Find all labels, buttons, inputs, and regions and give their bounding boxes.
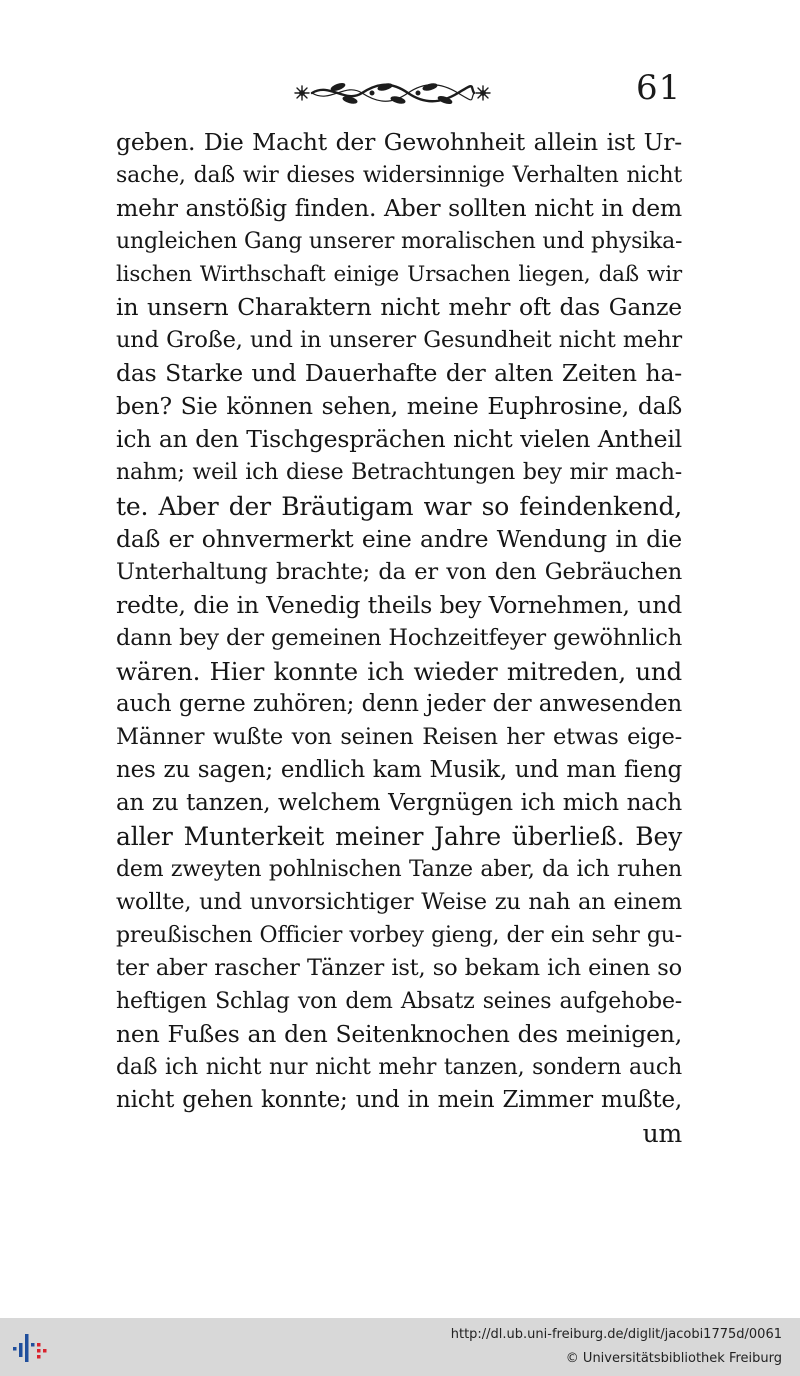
- text-line: dann bey der gemeinen Hochzeitfeyer gewöhnlich: [116, 624, 682, 651]
- text-line: in unsern Charaktern nicht mehr oft das Ganze: [116, 293, 682, 322]
- text-line: redte, die in Venedig theils bey Vornehmen, und: [116, 590, 682, 619]
- text-line: ter aber rascher Tänzer ist, so bekam ich einen so: [116, 955, 682, 982]
- footer-bar: [0, 1318, 800, 1376]
- text-line: mehr anstößig finden. Aber sollten nicht in dem: [116, 194, 682, 223]
- text-line: nahm; weil ich diese Betrachtungen bey mir mach-: [116, 460, 682, 486]
- page-number: 61: [636, 68, 682, 108]
- text-line: daß ich nicht nur nicht mehr tanzen, sondern auch: [116, 1055, 682, 1081]
- text-line: heftigen Schlag von dem Absatz seines aufgehobe-: [116, 989, 682, 1015]
- text-line: und Große, und in unserer Gesundheit nicht mehr: [116, 327, 682, 354]
- library-logo-icon: [12, 1328, 52, 1368]
- text-line: Unterhaltung brachte; da er von den Gebräuchen: [116, 558, 682, 585]
- text-line: wollte, und unvorsichtiger Weise zu nah an einem: [116, 889, 682, 916]
- text-line: ungleichen Gang unserer moralischen und physika-: [116, 229, 683, 255]
- document-url-link[interactable]: http://dl.ub.uni-freiburg.de/diglit/jacobi1775d/0061: [450, 1327, 782, 1342]
- body-text: [116, 126, 682, 1150]
- text-line: das Starke und Dauerhafte der alten Zeiten ha-: [116, 359, 682, 388]
- text-line: ich an den Tischgesprächen nicht vielen Antheil: [116, 425, 682, 454]
- text-line: daß er ohnvermerkt eine andre Wendung in die: [116, 524, 682, 553]
- text-line: Männer wußte von seinen Reisen her etwas eige-: [116, 723, 682, 750]
- text-line: sache, daß wir dieses widersinnige Verhalten nicht: [116, 163, 682, 189]
- text-line: nes zu sagen; endlich kam Musik, und man fieng: [116, 756, 682, 783]
- text-line: lischen Wirthschaft einige Ursachen liegen, daß wir: [116, 262, 682, 288]
- text-line: nen Fußes an den Seitenknochen des meinigen,: [116, 1020, 682, 1049]
- decorative-ornament: [290, 78, 495, 108]
- text-line: ben? Sie können sehen, meine Euphrosine, daß: [116, 392, 682, 421]
- copyright-notice: © Universitätsbibliothek Freiburg: [565, 1351, 782, 1366]
- text-line: aller Munterkeit meiner Jahre überließ. Bey: [116, 821, 682, 851]
- catchword: um: [642, 1119, 682, 1149]
- text-line: nicht gehen konnte; und in mein Zimmer mußte,: [116, 1087, 682, 1114]
- text-line: preußischen Officier vorbey gieng, der ein sehr gu-: [116, 923, 682, 949]
- text-line: dem zweyten pohlnischen Tanze aber, da ich ruhen: [116, 857, 682, 883]
- text-line: geben. Die Macht der Gewohnheit allein ist Ur-: [116, 128, 682, 156]
- text-line: auch gerne zuhören; denn jeder der anwesenden: [116, 690, 682, 717]
- text-line: te. Aber der Bräutigam war so feindenkend,: [116, 491, 682, 521]
- text-line: wären. Hier konnte ich wieder mitreden, und: [116, 656, 682, 686]
- text-line: an zu tanzen, welchem Vergnügen ich mich nach: [116, 789, 682, 816]
